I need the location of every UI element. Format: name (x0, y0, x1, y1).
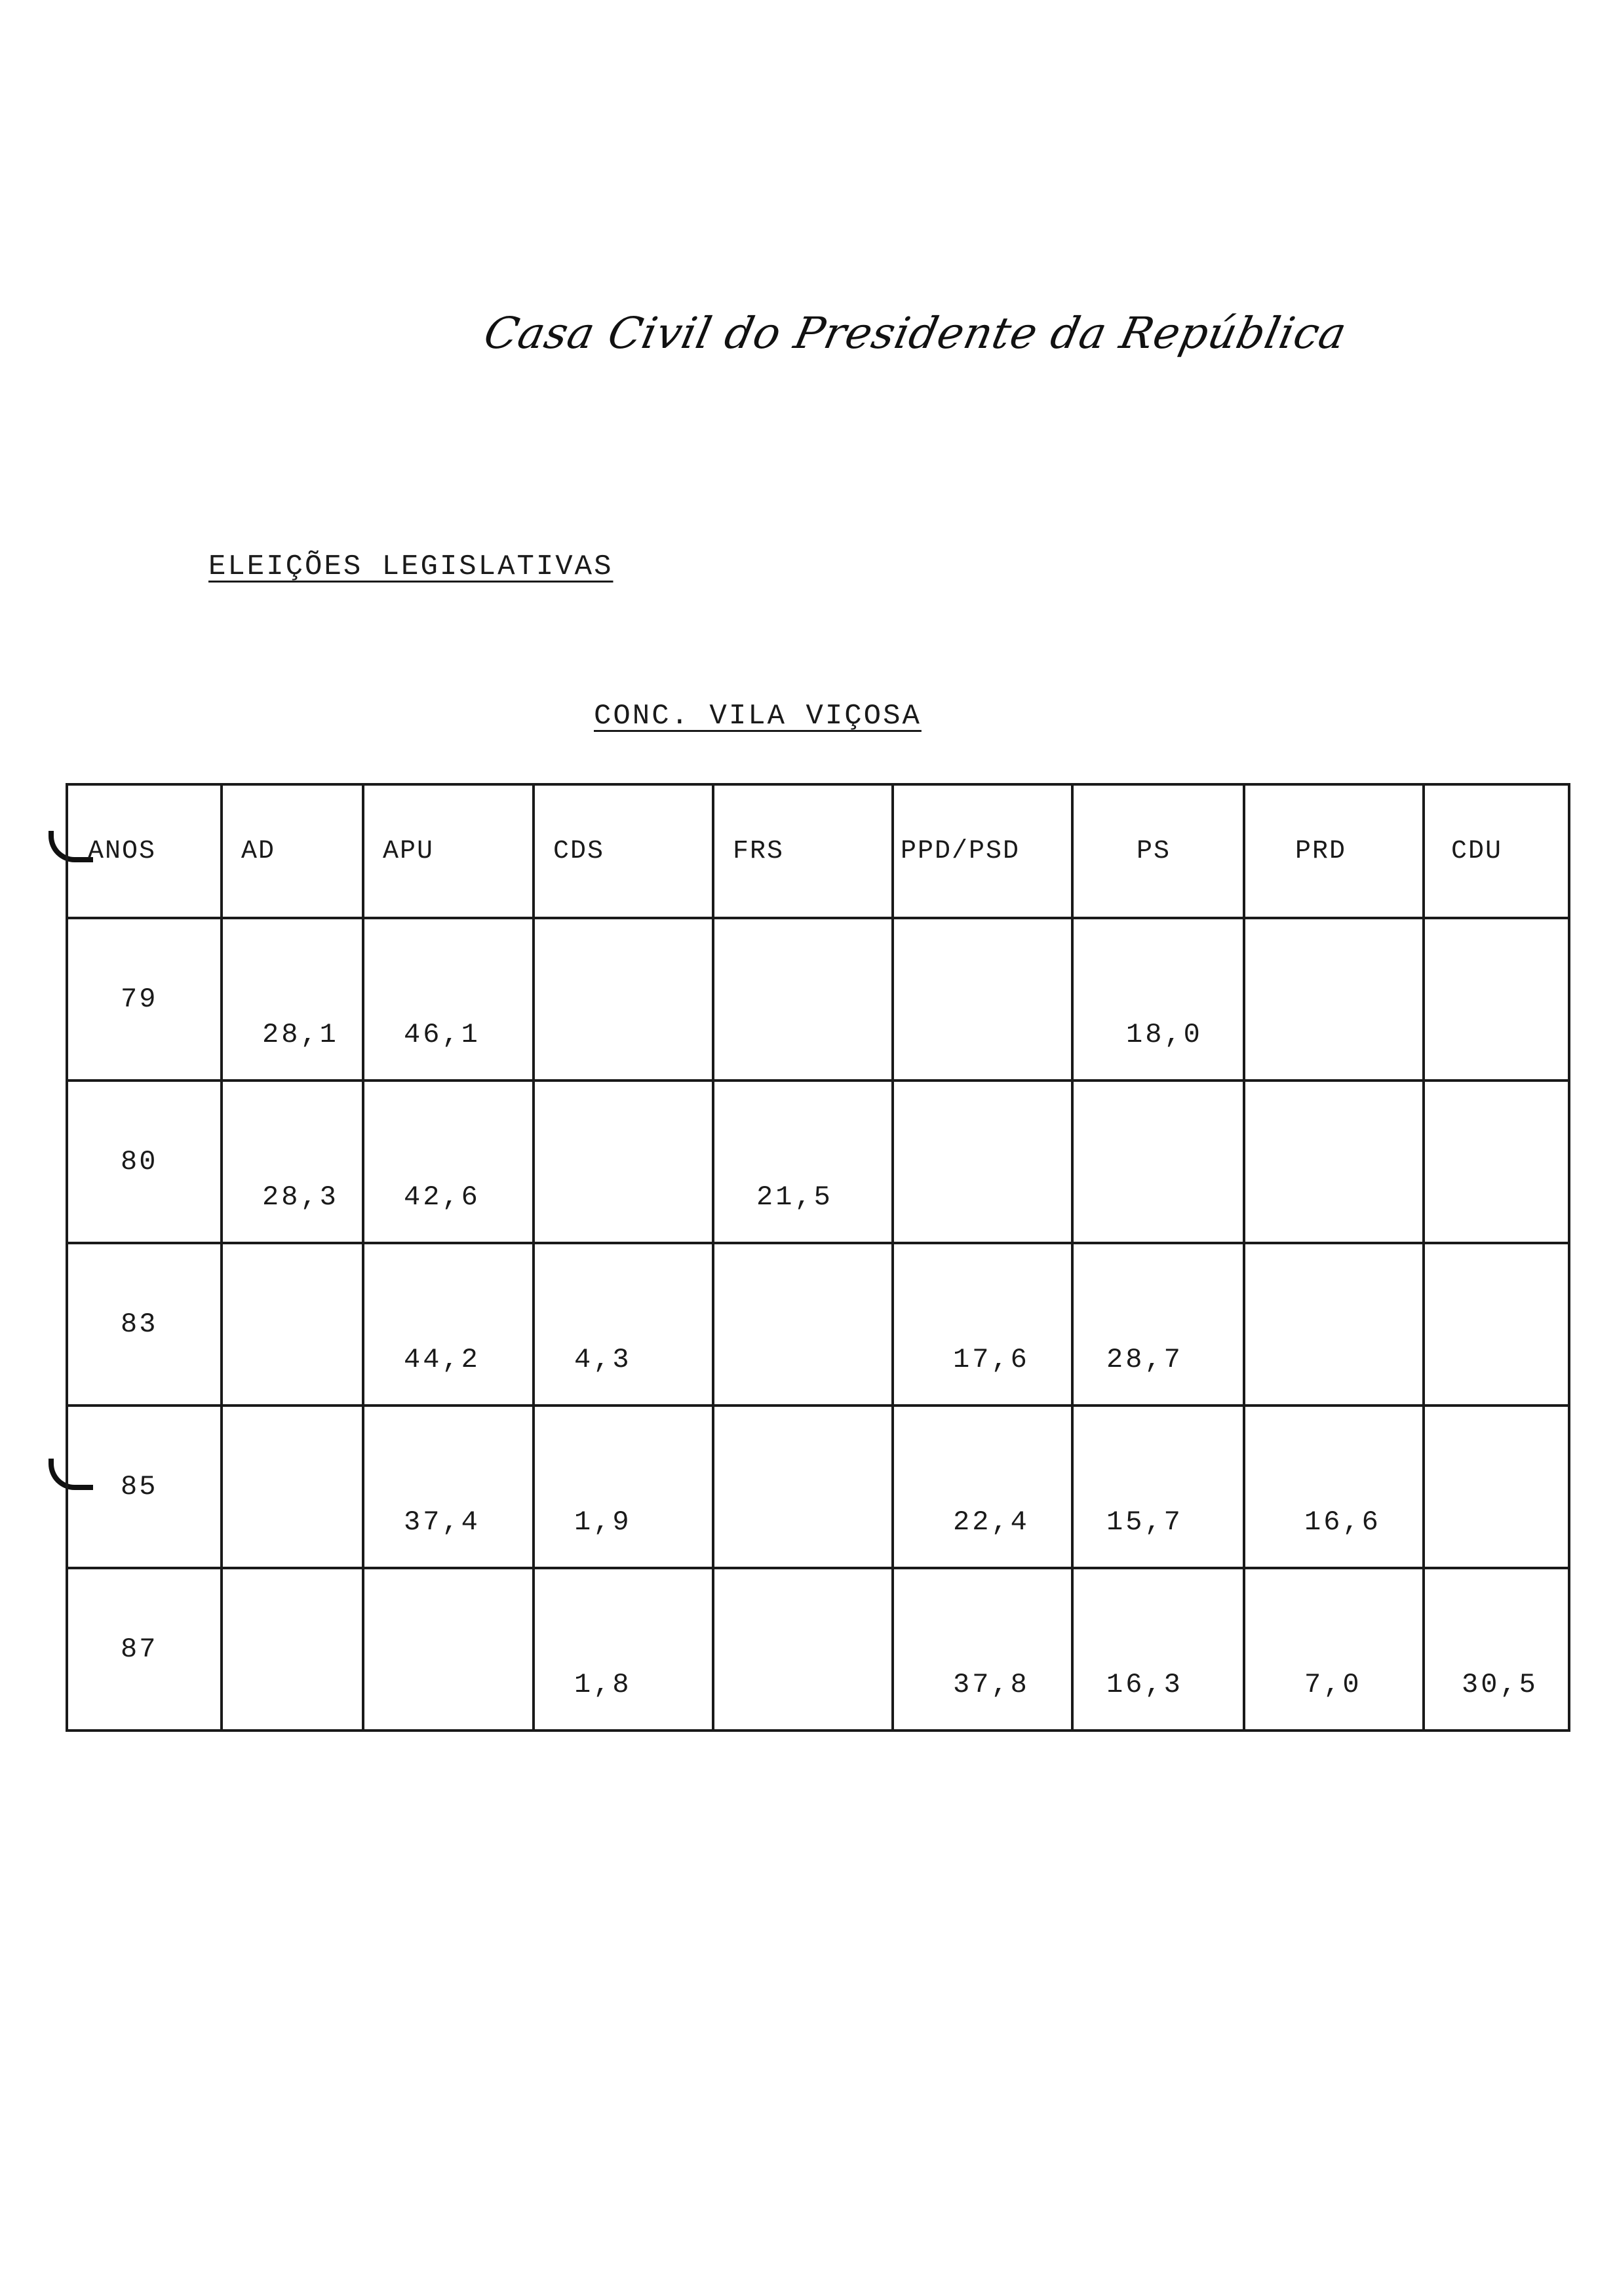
table-cell (1424, 1243, 1569, 1406)
table-cell (534, 1081, 713, 1243)
results-table (66, 783, 1570, 1732)
table-cell: 30,5 (1424, 1568, 1569, 1731)
table-row (67, 1081, 1569, 1243)
table-cell: 37,8 (893, 1568, 1072, 1731)
header-cell: AD (222, 784, 363, 918)
table-cell (222, 1568, 363, 1731)
table-cell (713, 918, 893, 1081)
table-cell: 17,6 (893, 1243, 1072, 1406)
table-cell (713, 1568, 893, 1731)
table-cell (1244, 918, 1424, 1081)
header-cell: APU (363, 784, 534, 918)
header-cell: PS (1072, 784, 1244, 918)
table-cell: 16,6 (1244, 1406, 1424, 1568)
subtitle: CONC. VILA VIÇOSA (594, 700, 922, 733)
header-cell: PPD/PSD (893, 784, 1072, 918)
header-cell: CDS (534, 784, 713, 918)
table-cell (222, 1406, 363, 1568)
table-cell (363, 1568, 534, 1731)
section-title: ELEIÇÕES LEGISLATIVAS (208, 550, 613, 583)
table-cell: 44,2 (363, 1243, 534, 1406)
header-cell: CDU (1424, 784, 1569, 918)
table-cell: 28,1 (222, 918, 363, 1081)
table-cell: 15,7 (1072, 1406, 1244, 1568)
table-row (67, 918, 1569, 1081)
table-cell (534, 918, 713, 1081)
header-cell: PRD (1244, 784, 1424, 918)
table-cell: 37,4 (363, 1406, 534, 1568)
table-cell: 16,3 (1072, 1568, 1244, 1731)
table-cell (1244, 1243, 1424, 1406)
table-cell (713, 1243, 893, 1406)
table-cell (222, 1243, 363, 1406)
year-cell: 79 (67, 918, 222, 1081)
table-cell (893, 918, 1072, 1081)
table-cell: 21,5 (713, 1081, 893, 1243)
table-cell: 1,8 (534, 1568, 713, 1731)
header-row (67, 784, 1569, 918)
year-cell: 80 (67, 1081, 222, 1243)
table-cell (893, 1081, 1072, 1243)
table-cell (713, 1406, 893, 1568)
table-cell: 22,4 (893, 1406, 1072, 1568)
table-cell (1424, 918, 1569, 1081)
year-cell: 87 (67, 1568, 222, 1731)
table-cell: 28,3 (222, 1081, 363, 1243)
header-cell: ANOS (67, 784, 222, 918)
letterhead: Casa Civil do Presidente da República (479, 308, 1352, 358)
table-cell (1424, 1081, 1569, 1243)
year-cell: 85 (67, 1406, 222, 1568)
table-cell (1424, 1406, 1569, 1568)
table-cell: 18,0 (1072, 918, 1244, 1081)
table-cell (1244, 1081, 1424, 1243)
table-cell: 4,3 (534, 1243, 713, 1406)
table-row (67, 1243, 1569, 1406)
table-row (67, 1568, 1569, 1731)
table-cell: 28,7 (1072, 1243, 1244, 1406)
table-cell: 1,9 (534, 1406, 713, 1568)
year-cell: 83 (67, 1243, 222, 1406)
header-cell: FRS (713, 784, 893, 918)
table-cell: 7,0 (1244, 1568, 1424, 1731)
table-cell (1072, 1081, 1244, 1243)
table-row (67, 1406, 1569, 1568)
table-cell: 46,1 (363, 918, 534, 1081)
table-cell: 42,6 (363, 1081, 534, 1243)
